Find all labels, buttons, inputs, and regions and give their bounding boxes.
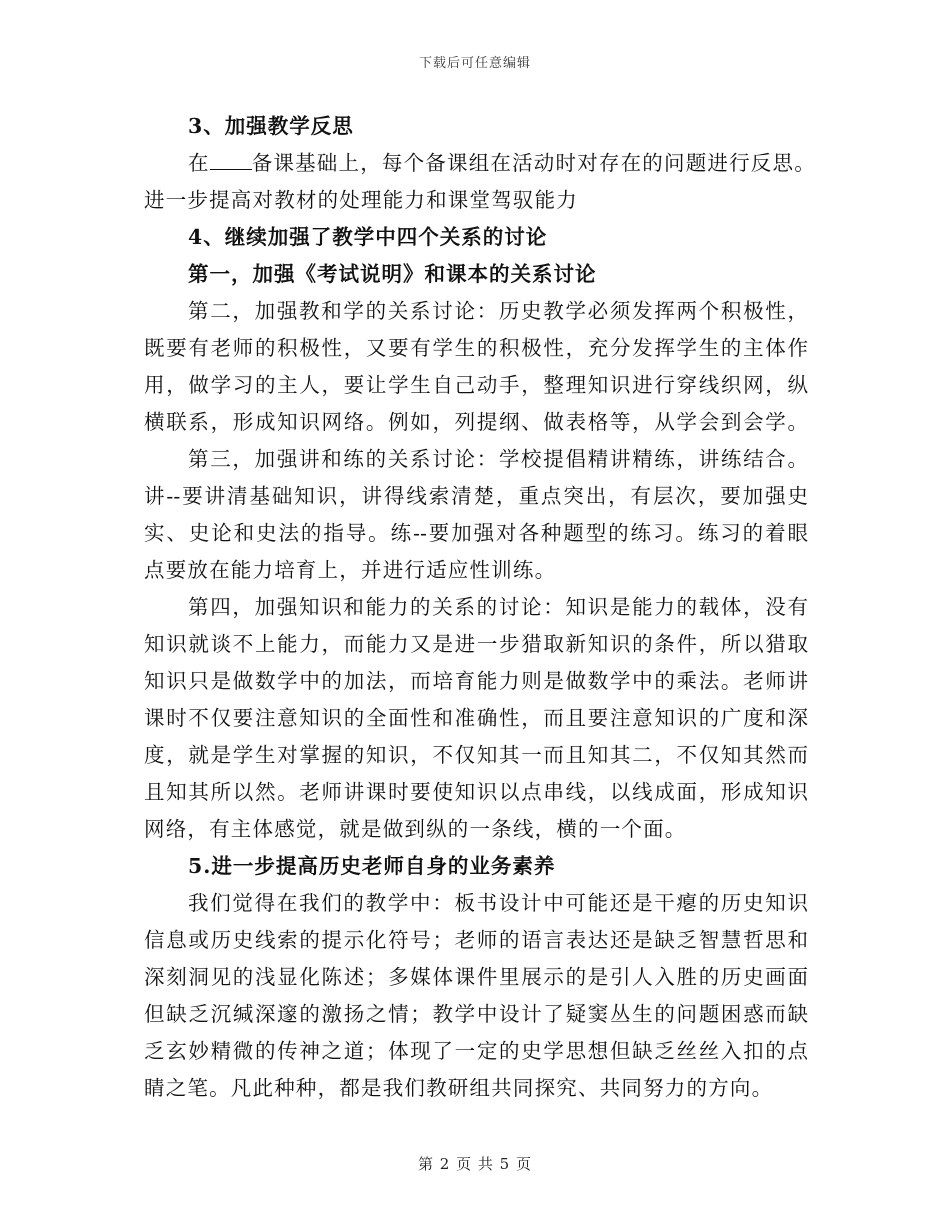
paragraph-2-line: 用，做学习的主人，要让学生自己动手，整理知识进行穿线织网，纵 (144, 373, 808, 397)
paragraph-3-line: 点要放在能力培育上，并进行适应性训练。 (144, 558, 557, 582)
paragraph-4-line: 知识只是做数学中的加法，而培育能力则是做数学中的乘法。老师讲 (144, 669, 808, 693)
paragraph-4-line: 网络，有主体感觉，就是做到纵的一条线，横的一个面。 (144, 817, 687, 841)
paragraph-4-line: 课时不仅要注意知识的全面性和准确性，而且要注意知识的广度和深 (144, 706, 808, 730)
section-3-paragraph-line: 进一步提高对教材的处理能力和课堂驾驭能力 (144, 188, 578, 212)
section-4-subheading-1: 第一，加强《考试说明》和课本的关系讨论 (188, 262, 597, 286)
document-body (144, 108, 816, 1107)
paragraph-4-line: 知识就谈不上能力，而能力又是进一步猎取新知识的条件，所以猎取 (144, 632, 808, 656)
paragraph-text: 在 (188, 151, 210, 175)
paragraph-3-line: 实、史论和史法的指导。练--要加强对各种题型的练习。练习的着眼 (144, 521, 808, 545)
paragraph-4-line: 第四，加强知识和能力的关系的讨论：知识是能力的载体，没有 (188, 595, 808, 619)
page-header-note: 下载后可任意编辑 (418, 56, 531, 71)
fill-in-blank (210, 151, 252, 170)
paragraph-5-line: 但缺乏沉缄深邃的激扬之情；教学中设计了疑窦丛生的问题困惑而缺 (144, 1002, 808, 1026)
paragraph-5-line: 深刻洞见的浅显化陈述；多媒体课件里展示的是引人入胜的历史画面 (144, 965, 808, 989)
paragraph-3-line: 讲--要讲清基础知识，讲得线索清楚，重点突出，有层次，要加强史 (144, 484, 808, 508)
paragraph-4-line: 且知其所以然。老师讲课时要使知识以点串线，以线成面，形成知识 (144, 780, 808, 804)
section-4-heading: 4、继续加强了教学中四个关系的讨论 (188, 225, 548, 249)
paragraph-3-line: 第三，加强讲和练的关系讨论：学校提倡精讲精练，讲练结合。 (188, 447, 808, 471)
paragraph-5-line: 信息或历史线索的提示化符号；老师的语言表达还是缺乏智慧哲思和 (144, 928, 808, 952)
section-5-heading: 5.进一步提高历史老师自身的业务素养 (188, 854, 556, 878)
paragraph-5-line: 睛之笔。凡此种种，都是我们教研组共同探究、共同努力的方向。 (144, 1076, 774, 1100)
paragraph-2-line: 横联系，形成知识网络。例如，列提纲、做表格等，从学会到会学。 (144, 410, 808, 434)
paragraph-2-line: 既要有老师的积极性，又要有学生的积极性，充分发挥学生的主体作 (144, 336, 808, 360)
section-3-paragraph-line (144, 145, 816, 182)
section-3-heading: 3、加强教学反思 (188, 114, 354, 138)
paragraph-5-line: 乏玄妙精微的传神之道；体现了一定的史学思想但缺乏丝丝入扣的点 (144, 1039, 808, 1063)
paragraph-2-line: 第二，加强教和学的关系讨论：历史教学必须发挥两个积极性， (188, 299, 808, 323)
paragraph-4-line: 度，就是学生对掌握的知识，不仅知其一而且知其二，不仅知其然而 (144, 743, 808, 767)
page-number-footer: 第 2 页 共 5 页 (418, 1155, 532, 1173)
paragraph-5-line: 我们觉得在我们的教学中：板书设计中可能还是干瘪的历史知识 (188, 891, 808, 915)
paragraph-text: 备课基础上，每个备课组在活动时对存在的问题进行反思。 (251, 151, 816, 175)
